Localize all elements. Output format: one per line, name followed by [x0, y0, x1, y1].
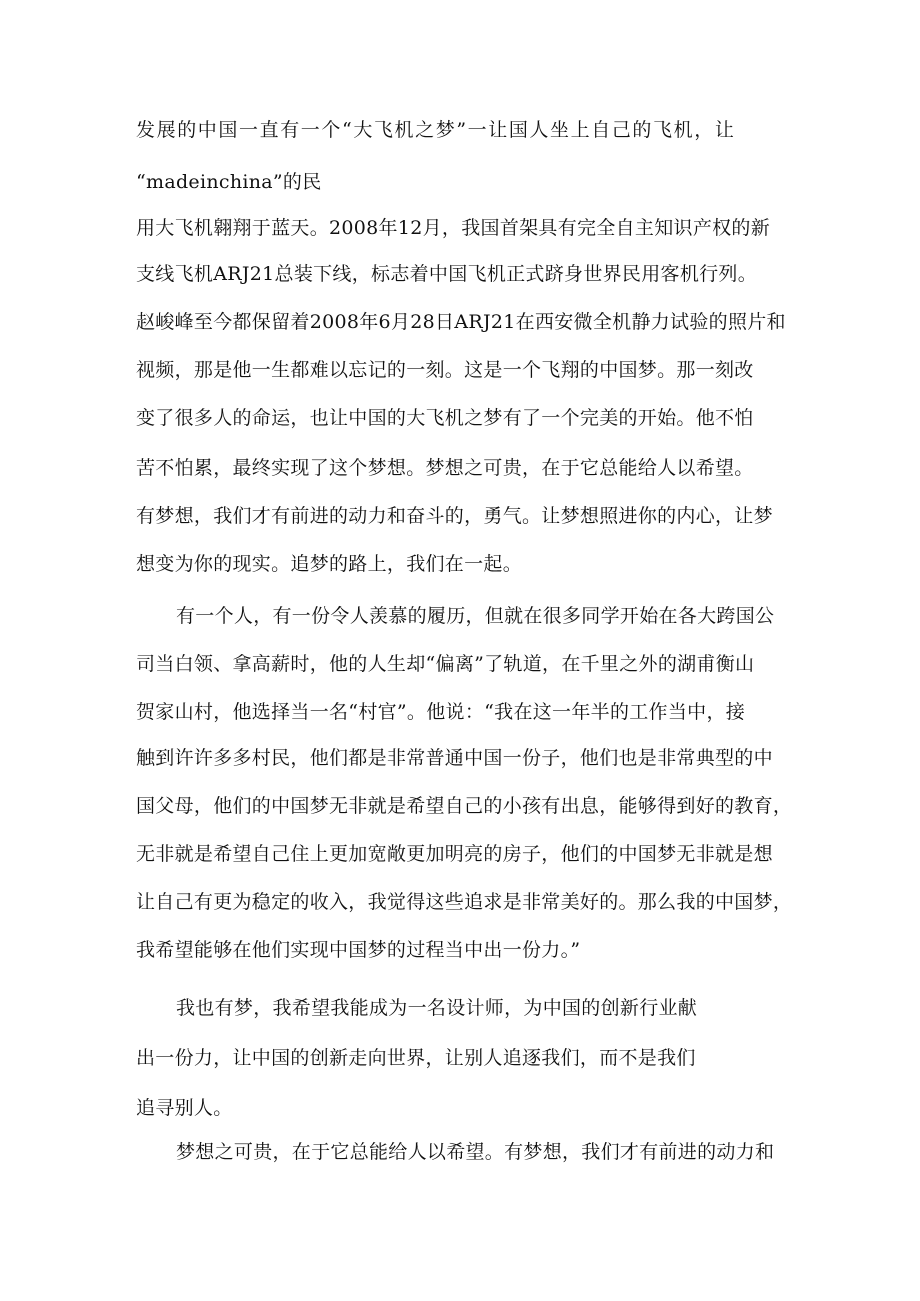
- text-line: 想变为你的现实。追梦的路上，我们在一起。: [136, 553, 523, 575]
- text-line: 支线飞机ARJ21总装下线，标志着中国飞机正式跻身世界民用客机行列。: [136, 263, 758, 285]
- text-line: 司当白领、拿高薪时，他的人生却“偏离”了轨道，在千里之外的湖甫衡山: [136, 653, 755, 675]
- text-line: 国父母，他们的中国梦无非就是希望自己的小孩有出息，能够得到好的教育，: [136, 795, 793, 817]
- text-line: 贺家山村，他选择当一名“村官”。他说：“我在这一年半的工作当中，接: [136, 701, 746, 723]
- text-line: 发展的中国一直有一个“大飞机之梦”一让国人坐上自己的飞机，让: [136, 119, 736, 141]
- text-line: “madeinchina”的民: [136, 171, 322, 193]
- text-line: 无非就是希望自己住上更加宽敞更加明亮的房子，他们的中国梦无非就是想: [136, 843, 773, 865]
- text-line: 追寻别人。: [136, 1097, 233, 1119]
- text-line: 让自己有更为稳定的收入，我觉得这些追求是非常美好的。那么我的中国梦，: [136, 891, 793, 913]
- text-line: 有一个人，有一份令人羡慕的履历，但就在很多同学开始在各大跨国公: [176, 605, 775, 627]
- text-line: 我希望能够在他们实现中国梦的过程当中出一份力。”: [136, 939, 581, 961]
- text-line: 触到许许多多村民，他们都是非常普通中国一份子，他们也是非常典型的中: [136, 747, 773, 769]
- text-line: 用大飞机翱翔于蓝天。2008年12月，我国首架具有完全自主知识产权的新: [136, 217, 771, 239]
- text-line: 变了很多人的命运，也让中国的大飞机之梦有了一个完美的开始。他不怕: [136, 407, 754, 429]
- text-line: 视频，那是他一生都难以忘记的一刻。这是一个飞翔的中国梦。那一刻改: [136, 359, 754, 381]
- text-line: 我也有梦，我希望我能成为一名设计师，为中国的创新行业献: [176, 997, 698, 1019]
- text-line: 赵峻峰至今都保留着2008年6月28日ARJ21在西安微全机静力试验的照片和: [136, 311, 786, 333]
- text-line: 有梦想，我们才有前进的动力和奋斗的，勇气。让梦想照进你的内心，让梦: [136, 505, 773, 527]
- text-line: 苦不怕累，最终实现了这个梦想。梦想之可贵，在于它总能给人以希望。: [136, 457, 754, 479]
- text-line: 梦想之可贵，在于它总能给人以希望。有梦想，我们才有前进的动力和: [176, 1141, 775, 1163]
- text-line: 出一份力，让中国的创新走向世界，让别人追逐我们，而不是我们: [136, 1047, 696, 1069]
